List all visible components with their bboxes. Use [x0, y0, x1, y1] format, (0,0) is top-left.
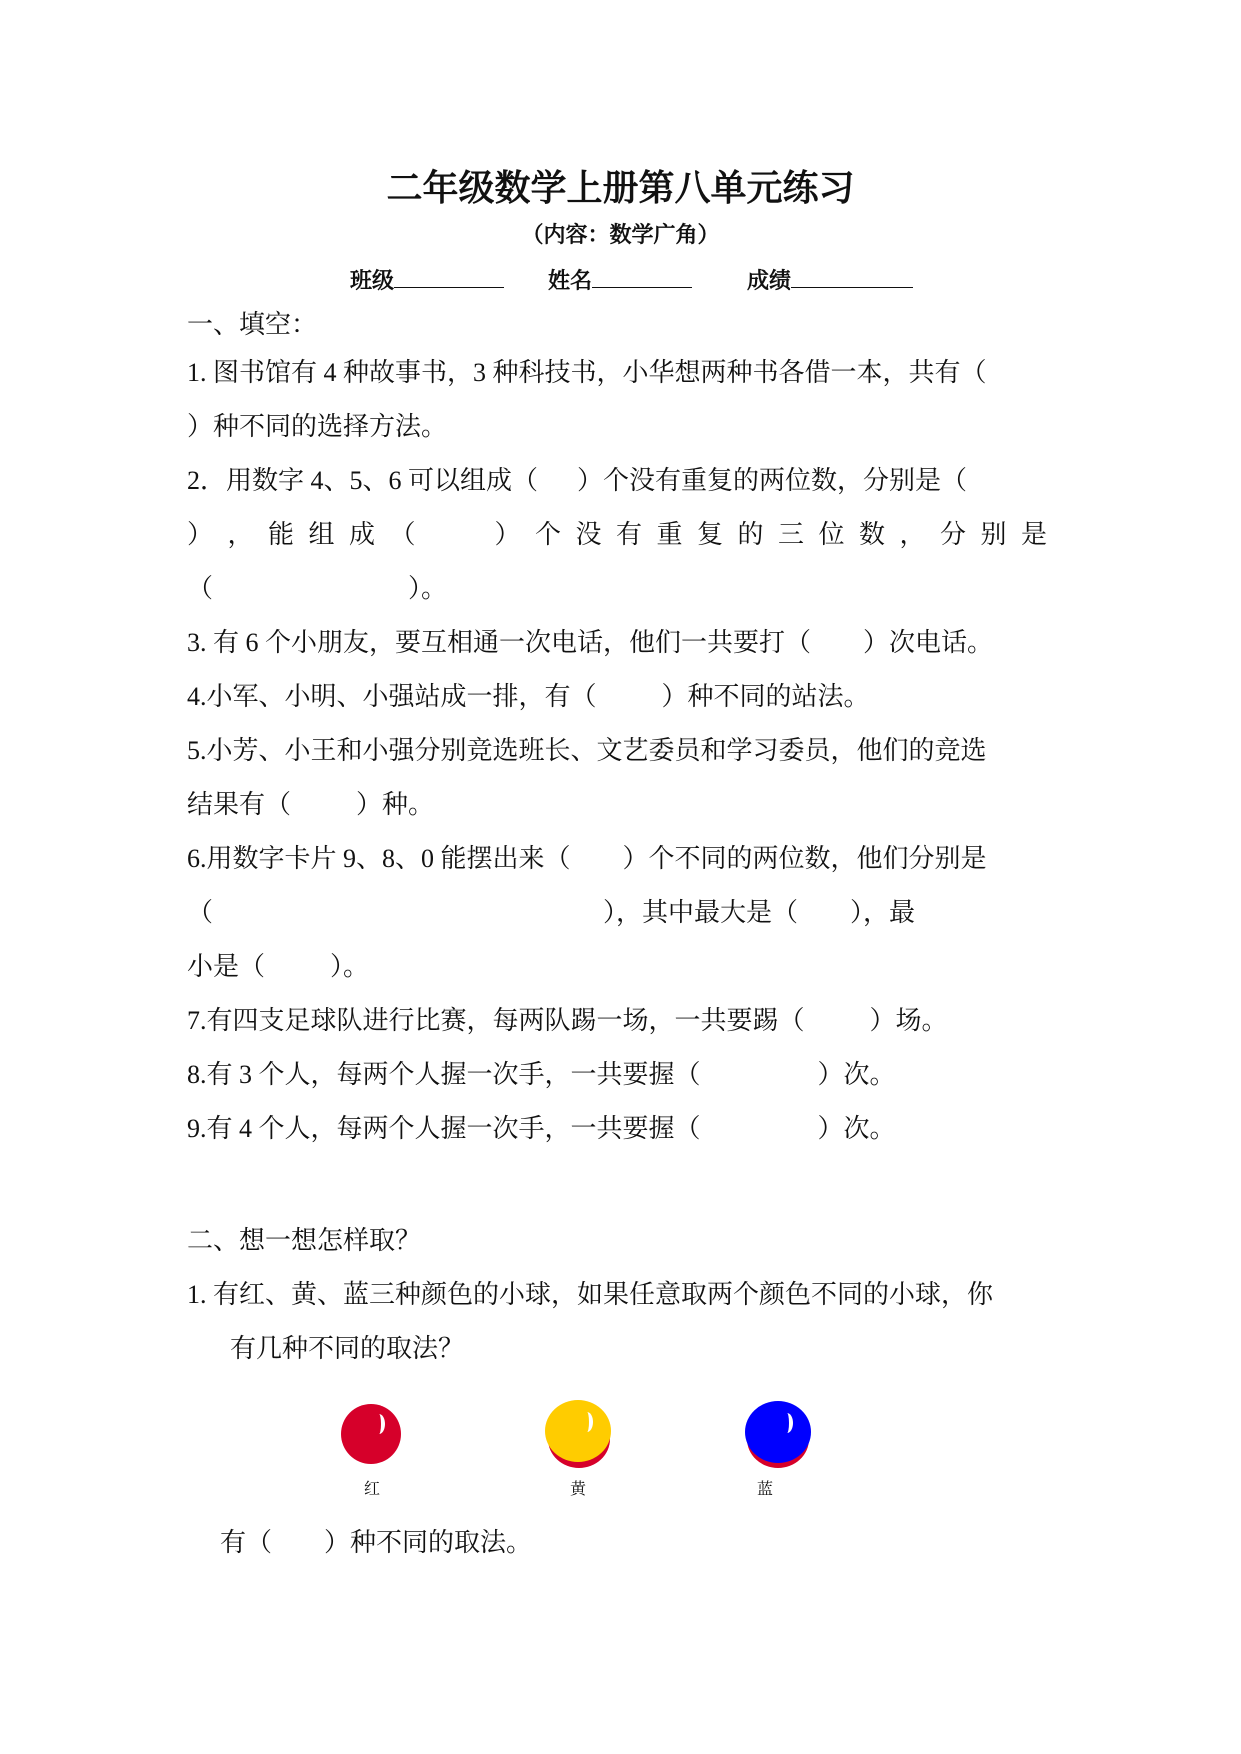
justified-char — [430, 519, 480, 551]
justified-char: 位 — [818, 520, 845, 549]
justified-char: ） — [187, 520, 214, 549]
justified-char: 三 — [777, 520, 804, 549]
ball-label: 黄 — [570, 1481, 587, 1498]
ball-label: 蓝 — [757, 1481, 774, 1498]
question-line: 小是（ ）。 — [187, 952, 370, 981]
justified-char: 组 — [308, 520, 335, 549]
question-line: 7.有四支足球队进行比赛，每两队踢一场，一共要踢（ ）场。 — [187, 1006, 948, 1035]
ball-label: 红 — [364, 1481, 381, 1498]
score-label: 成绩 — [747, 268, 792, 293]
justified-char: 复 — [696, 520, 723, 549]
justified-char: 没 — [575, 520, 602, 549]
section2-heading: 二、想一想怎样取？ — [187, 1226, 422, 1255]
question-line: 5.小芳、小王和小强分别竞选班长、文艺委员和学习委员，他们的竞选 — [187, 736, 987, 765]
class-field[interactable] — [350, 264, 504, 295]
justified-char: 有 — [615, 520, 642, 549]
score-field[interactable] — [747, 264, 913, 295]
question-line: （ ）。 — [187, 574, 448, 603]
justified-char: 个 — [534, 520, 561, 549]
answer-line: 有（ ）种不同的取法。 — [220, 1528, 533, 1557]
question-line: 结果有（ ）种。 — [187, 790, 435, 819]
question-line: 有几种不同的取法？ — [230, 1334, 465, 1363]
question-line: （ ），其中最大是（ ），最 — [187, 898, 916, 927]
justified-char: 数 — [858, 520, 885, 549]
justified-char: 别 — [980, 520, 1007, 549]
page-subtitle: （内容：数学广角） — [521, 222, 720, 247]
question-line: 1. 有红、黄、蓝三种颜色的小球，如果任意取两个颜色不同的小球，你 — [187, 1280, 994, 1309]
question-line: 9.有 4 个人，每两个人握一次手，一共要握（ ）次。 — [187, 1114, 896, 1143]
justified-char: 的 — [737, 520, 764, 549]
question-line: 3. 有 6 个小朋友，要互相通一次电话，他们一共要打（ ）次电话。 — [187, 628, 994, 657]
question-line-justified — [187, 519, 1047, 551]
name-field[interactable] — [548, 264, 692, 295]
justified-char: ， — [899, 520, 926, 549]
justified-char: ） — [494, 520, 521, 549]
question-line: ）种不同的选择方法。 — [187, 412, 448, 441]
question-line: 6.用数字卡片 9、8、0 能摆出来（ ）个不同的两位数，他们分别是 — [187, 844, 987, 873]
justified-char: ， — [227, 520, 254, 549]
section1-heading: 一、填空： — [187, 310, 318, 339]
question-line: 4.小军、小明、小强站成一排，有（ ）种不同的站法。 — [187, 682, 870, 711]
blue-ball-icon — [745, 1401, 811, 1463]
yellow-ball-icon — [545, 1400, 611, 1462]
name-label: 姓名 — [548, 268, 593, 293]
class-label: 班级 — [350, 268, 395, 293]
page-title: 二年级数学上册第八单元练习 — [386, 167, 855, 208]
justified-char: （ — [389, 520, 416, 549]
question-line: 1. 图书馆有 4 种故事书，3 种科技书，小华想两种书各借一本，共有（ — [187, 358, 987, 387]
justified-char: 能 — [268, 520, 295, 549]
red-ball-icon — [341, 1404, 401, 1464]
justified-char: 分 — [939, 520, 966, 549]
question-line: 2．用数字 4、5、6 可以组成（ ）个没有重复的两位数，分别是（ — [187, 466, 968, 495]
justified-char: 重 — [656, 520, 683, 549]
justified-char: 成 — [349, 520, 376, 549]
justified-char: 是 — [1020, 520, 1047, 549]
question-line: 8.有 3 个人，每两个人握一次手，一共要握（ ）次。 — [187, 1060, 896, 1089]
